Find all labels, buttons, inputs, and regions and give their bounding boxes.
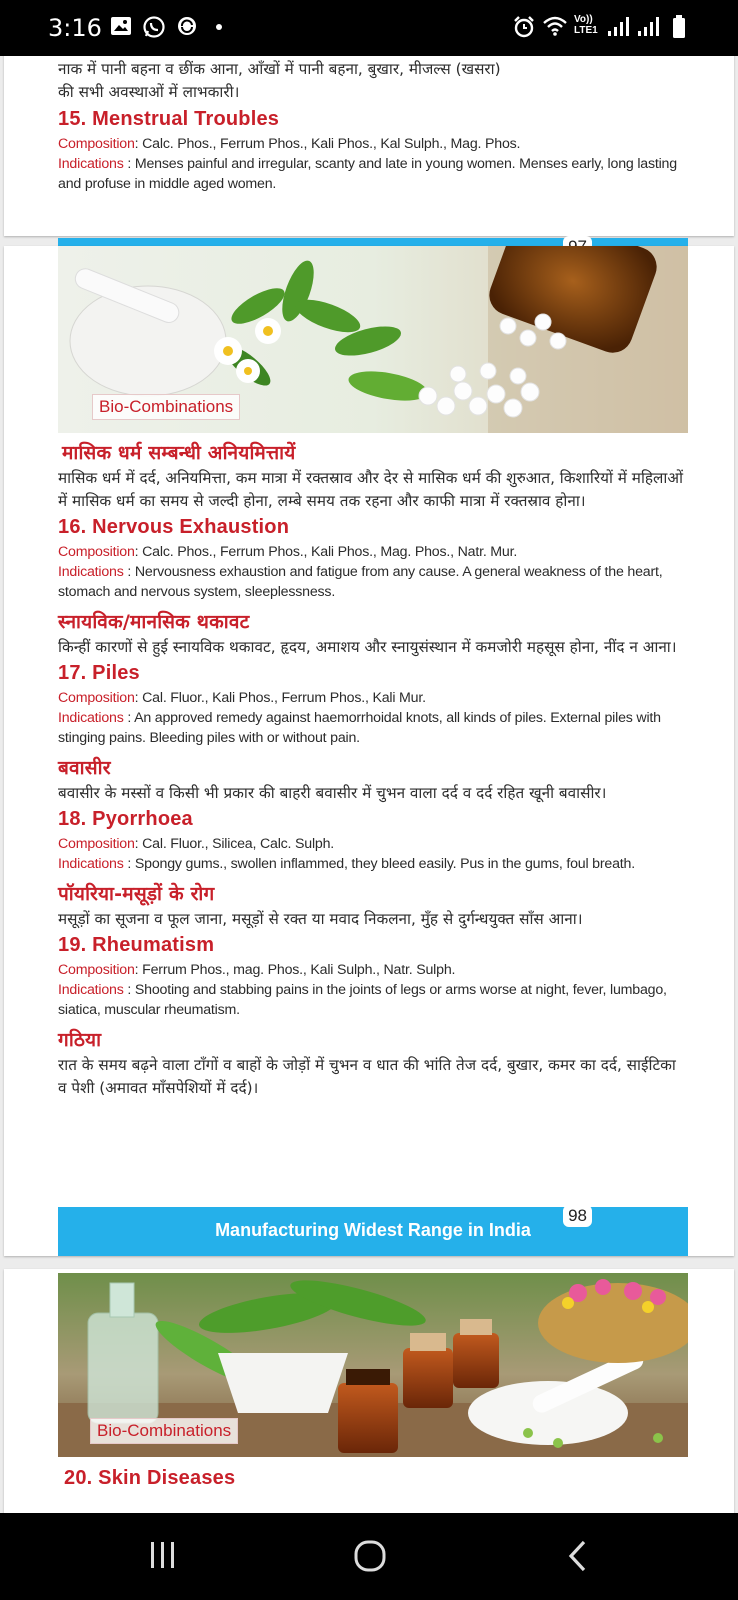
page-99 — [4, 1269, 734, 1513]
indications-line — [58, 708, 688, 748]
header-banner-image — [58, 246, 688, 433]
indications-text: : Nervousness exhaustion and fatigue from any cause. A general weakness of the heart, stomach and nervous system, sleeplessness. — [58, 564, 663, 600]
section-title: 18. Pyorrhoea — [58, 808, 193, 830]
page-98 — [4, 246, 734, 1256]
recent-apps-icon[interactable] — [148, 1539, 178, 1571]
status-bar — [0, 0, 738, 56]
page-number: 98 — [563, 1205, 592, 1227]
section-title: 16. Nervous Exhaustion — [58, 516, 290, 538]
hindi-heading: गठिया — [58, 1029, 102, 1051]
composition-text: : Calc. Phos., Ferrum Phos., Kali Phos., Mag. Phos., Natr. Mur. — [134, 544, 518, 560]
indications-text: : Spongy gums., swollen inflammed, they bleed easily. Pus in the gums, foul breath. — [123, 856, 635, 872]
composition-text: : Calc. Phos., Ferrum Phos., Kali Phos., Kal Sulph., Mag. Phos. — [134, 136, 521, 152]
indications-label: Indications — [58, 564, 124, 580]
page-97 — [4, 56, 734, 236]
hindi-paragraph: की सभी अवस्थाओं में लाभकारी। — [58, 83, 240, 101]
composition-label: Composition — [58, 136, 135, 152]
alarm-icon — [512, 15, 536, 39]
status-time: 3:16 — [48, 14, 102, 42]
indications-label: Indications — [58, 982, 124, 998]
page-footer — [58, 1207, 688, 1256]
pdf-viewer[interactable] — [0, 56, 738, 1513]
indications-label: Indications — [58, 710, 124, 726]
indications-text: : Shooting and stabbing pains in the joints of legs or arms worse at night, fever, lumbago, siatica, muscular rheumatism. — [58, 982, 667, 1018]
composition-line — [58, 542, 688, 562]
composition-label: Composition — [58, 962, 135, 978]
composition-line — [58, 960, 688, 980]
section-title: 20. Skin Diseases — [64, 1467, 236, 1489]
composition-line — [58, 688, 688, 708]
back-icon[interactable] — [566, 1539, 590, 1573]
signal-icon — [606, 15, 632, 37]
indications-line — [58, 154, 688, 194]
composition-label: Composition — [58, 836, 135, 852]
section-title: 19. Rheumatism — [58, 934, 215, 956]
battery-icon — [672, 15, 686, 39]
composition-text: : Cal. Fluor., Silicea, Calc. Sulph. — [134, 836, 335, 852]
header-banner-image — [58, 1273, 688, 1457]
footer-text: Manufacturing Widest Range in India — [215, 1220, 531, 1240]
composition-line — [58, 834, 688, 854]
indications-text: : Menses painful and irregular, scanty and late in young women. Menses early, long lasting and profuse in middle aged women. — [58, 156, 677, 192]
home-icon[interactable] — [353, 1539, 387, 1573]
composition-text: : Cal. Fluor., Kali Phos., Ferrum Phos., Kali Mur. — [134, 690, 426, 706]
category-label: Bio-Combinations — [92, 394, 240, 420]
composition-text: : Ferrum Phos., mag. Phos., Kali Sulph., Natr. Sulph. — [134, 962, 456, 978]
notification-dot-icon — [216, 24, 222, 30]
hindi-paragraph: नाक में पानी बहना व छींक आना, आँखों में पानी बहना, बुखार, मीजल्स (खसरा) — [58, 60, 501, 78]
gallery-icon — [110, 15, 132, 37]
section-title: 17. Piles — [58, 662, 140, 684]
sync-icon — [176, 15, 198, 37]
navigation-bar — [0, 1513, 738, 1600]
wifi-icon — [542, 15, 568, 37]
composition-label: Composition — [58, 690, 135, 706]
composition-label: Composition — [58, 544, 135, 560]
indications-label: Indications — [58, 156, 124, 172]
indications-line — [58, 980, 688, 1020]
hindi-heading: स्नायविक/मानसिक थकावट — [58, 611, 250, 633]
hindi-paragraph: किन्हीं कारणों से हुई स्नायविक थकावट, हृदय, अमाशय और स्नायुसंस्थान में कमजोरी महसूस होना, नींद न आना। — [58, 638, 677, 656]
signal-icon — [636, 15, 662, 37]
hindi-paragraph: रात के समय बढ़ने वाला टाँगों व बाहों के जोड़ों में चुभन व धात की भांति तेज दर्द, बुखार, कमर का दर्द, साईटिका व पेशी (अमावत माँसपेशियों में दर्द)। — [58, 1056, 676, 1097]
indications-line — [58, 562, 688, 602]
category-label: Bio-Combinations — [90, 1418, 238, 1444]
hindi-paragraph: मसूड़ों का सूजना व फूल जाना, मसूड़ों से रक्त या मवाद निकलना, मुँह से दुर्गन्धयुक्त साँस आना। — [58, 910, 583, 928]
lte-label: Vo)) LTE1 — [574, 14, 598, 36]
section-title: 15. Menstrual Troubles — [58, 108, 280, 130]
hindi-heading: मासिक धर्म सम्बन्धी अनियमित्तायें — [62, 442, 296, 464]
composition-line — [58, 134, 688, 154]
indications-text: : An approved remedy against haemorrhoidal knots, all kinds of piles. External piles with stinging pains. Bleeding piles with or without pain. — [58, 710, 661, 746]
indications-label: Indications — [58, 856, 124, 872]
whatsapp-icon — [142, 15, 166, 39]
hindi-paragraph: बवासीर के मस्सों व किसी भी प्रकार की बाहरी बवासीर में चुभन वाला दर्द व दर्द रहित खूनी बवासीर। — [58, 784, 607, 802]
hindi-heading: बवासीर — [58, 757, 111, 779]
hindi-heading: पॉयरिया-मसूड़ों के रोग — [58, 883, 215, 905]
hindi-paragraph: मासिक धर्म में दर्द, अनियमित्ता, कम मात्रा में रक्तस्राव और देर से मासिक धर्म की शुरुआत, किशारियों में महिलाओं में मासिक धर्म का समय से जल्दी होना, लम्बे समय तक रहना और काफी मात्रा में रक्तस्राव होना। — [58, 469, 683, 510]
indications-line — [58, 854, 688, 874]
